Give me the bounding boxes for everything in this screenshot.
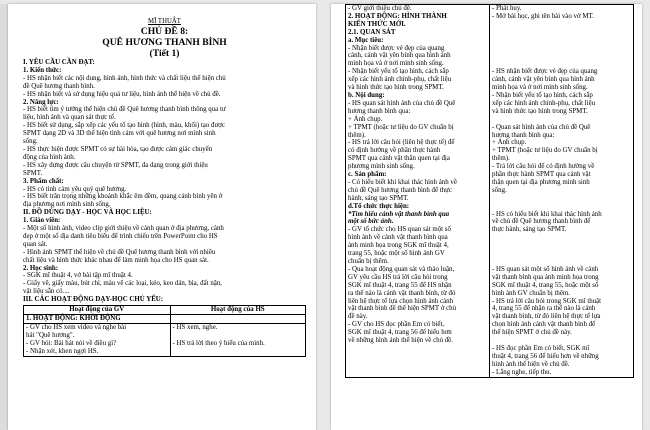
text-line: SPMT dạng 2D và 3D thể hiện tình cảm với quê hương nơi mình sinh (23, 130, 216, 138)
text-line: - Mở bài học, ghi tên bài vào vở MT. (492, 12, 594, 20)
document-page-1 (8, 4, 316, 430)
text-line: - Giấy vẽ, giấy màu, bút chì, màu vẽ các loại, kéo, keo dán, bìa, đất nặn, (23, 280, 222, 288)
period-label: (Tiết 1) (149, 48, 180, 59)
text-line: - HS đọc phần Em có biết, SGK mĩ (492, 344, 590, 352)
text-line: + Ảnh chụp. (492, 139, 527, 147)
text-line: liệu, hình ảnh và quan sát thực tế. (23, 114, 116, 122)
text-line: - Hình ảnh SPMT thể hiện về chủ đề Quê hương thanh bình với nhiều (23, 248, 216, 256)
text-line: SGK mĩ thuật 4, trang 56 để hiểu hơn (348, 329, 452, 337)
requirements-text (23, 59, 306, 304)
text-line: ra thể nào là cảnh vật thanh bình, từ đó (348, 289, 456, 297)
text-line: 3. Phẩm chất: (23, 177, 64, 185)
text-line (492, 116, 631, 124)
text-line: về chủ đề Quê hương thanh bình để (492, 218, 591, 226)
text-line: - GV cho HS xem video và nghe bài (26, 323, 127, 331)
text-line: GV yêu cầu HS trả lời câu hỏi trong (348, 273, 448, 281)
text-line: vật thanh bình, từ đó liên hệ thực tế lựa (492, 313, 601, 321)
text-line: có định hướng về phân thực hành (348, 147, 441, 155)
text-line: SPMT. (23, 169, 43, 177)
text-line: - Nhận biết được vẻ đẹp của quang (348, 44, 445, 52)
text-line: - GV giới thiệu chủ đề. (348, 5, 412, 12)
text-line: - Quan sát hình ảnh của chủ đề Quê (492, 123, 591, 131)
text-line: thêm). (492, 155, 510, 163)
text-line: cảnh, cảnh vật yên bình qua hình ảnh (348, 52, 451, 60)
text-line: và hình thức tạo hình trong SPMT. (348, 84, 444, 92)
text-line: - Lắng nghe, tiếp thu. (492, 368, 552, 376)
text-line: a. Mục tiêu: (348, 36, 384, 44)
text-line: 4, trang 55 để nhận ra thể nào là cảnh (492, 305, 596, 313)
text-line: SGK mĩ thuật 4, trang 55, hoặc một số (492, 281, 599, 289)
subject-label: MĨ THUẬT (148, 18, 181, 25)
activity-table (23, 305, 306, 356)
text-line: thực hành, sáng tạo SPMT. (492, 226, 567, 234)
text-line: SPMT qua cảnh vật thân quen tại địa (348, 155, 450, 163)
student-activities (170, 323, 306, 356)
text-line: phần thực hành SPMT qua cảnh vật (492, 171, 591, 179)
text-line: I. YÊU CẦU CẦN ĐẠT: (23, 59, 95, 66)
text-line: - HS biết tìm ý tưởng thể hiện chủ đề Quê hương thanh bình thông qua tư (23, 106, 226, 114)
text-line: - Nhận biết yếu tố tạo hình, cách sắp (492, 91, 593, 99)
text-line (492, 21, 631, 29)
text-line: - Nhận xét, khen ngợi HS. (26, 347, 99, 355)
text-line: - HS xem, nghe. (172, 323, 218, 331)
text-line: - HS quan sát một số hình ảnh về cảnh (492, 265, 599, 273)
text-line: hình ảnh về cảnh vật thanh bình qua (348, 234, 448, 242)
text-line: c. Sản phẩm: (348, 171, 387, 179)
text-line (492, 250, 631, 258)
text-line: thân quen tại địa phương mình sinh (492, 178, 590, 186)
teacher-activities (24, 323, 171, 356)
lesson-title: QUÊ HƯƠNG THANH BÌNH (102, 37, 227, 48)
text-line: II. ĐỒ DÙNG DẠY - HỌC VÀ HỌC LIỆU: (23, 209, 152, 217)
text-line (492, 203, 631, 211)
text-line: 2.1. QUAN SÁT (348, 28, 396, 36)
text-line: minh họa và ở nơi mình sinh sống. (348, 60, 444, 68)
text-line: hình ảnh GV chuẩn bị thêm. (492, 289, 570, 297)
text-line (492, 52, 631, 60)
text-line: - HS có tình cảm yêu quý quê hương. (23, 185, 127, 193)
text-line: ảnh minh họa trong SGK mĩ thuật 4, (348, 242, 449, 250)
text-line: vật thanh bình qua ảnh minh họa trong (492, 273, 599, 281)
text-line: III. CÁC HOẠT ĐỘNG DẠY-HỌC CHỦ YẾU: (23, 296, 164, 304)
text-line: sống. (23, 138, 38, 146)
document-page-2 (331, 4, 642, 430)
text-line: liên hệ thực tế lựa chọn hình ảnh cảnh (348, 297, 454, 305)
table-header-student: Hoạt động của HS (170, 306, 306, 315)
text-line: hương thanh bình qua: (348, 107, 411, 115)
text-line: hình ảnh thể hiện về chủ đề. (492, 360, 570, 368)
text-line: về những hình ảnh thể hiện về chủ đề. (348, 337, 453, 345)
text-line: - HS thực hiện được SPMT có sự hài hòa, tạo được cảm giác chuyển (23, 145, 213, 153)
text-line: đẹp ở một số địa danh tiêu biểu để trình chiếu trên PowerPoint cho HS (23, 232, 218, 240)
text-line: trang 55, hoặc một số hình ảnh GV (348, 250, 445, 258)
text-line: - HS nhận biết các nội dung, hình ảnh, hình thức và chất liệu thể hiện chủ (23, 74, 226, 82)
section-row-empty (170, 315, 306, 324)
text-line (492, 37, 631, 45)
text-line: d.Tổ chức thực hiện: (348, 202, 410, 210)
text-line (492, 234, 631, 242)
text-line: cảnh, cảnh vật yên bình qua hình ảnh (492, 76, 595, 84)
text-line: xếp các hình ảnh chính-phụ, chất liệu (492, 99, 596, 107)
text-line: - Có hiểu biết khi khai thác hình ảnh về (348, 178, 457, 186)
text-line: thuật 4, trang 56 để hiểu hơn về những (492, 352, 599, 360)
text-line: vật liệu sẵn có.... (23, 288, 70, 296)
text-line: đề Quê hương thanh bình. (23, 82, 95, 90)
text-line: và hình thức tạo hình trong SPMT. (492, 107, 588, 115)
text-line (492, 258, 631, 266)
text-line (492, 29, 631, 37)
text-line: - HS xây dựng được câu chuyện từ SPMT, đa dạng trong giới thiệu (23, 161, 208, 169)
text-line (173, 332, 304, 340)
text-line: - HS biết sử dụng, sắp xếp các yếu tố tạo hình (hình, màu, khối) tạo được (23, 122, 225, 130)
text-line: + Ảnh chụp. (348, 115, 383, 123)
student-activities-continued (490, 5, 634, 378)
text-line: 2. Năng lực: (23, 98, 59, 106)
topic-heading: CHỦ ĐỀ 8: (140, 26, 189, 37)
text-line: - GV hỏi: Bài hát nói về điều gì? (26, 339, 117, 347)
vertical-ruler (0, 4, 8, 430)
text-line: - Trả lời câu hỏi để có định hướng về (492, 163, 595, 171)
text-line: - HS nhận biết và sử dụng hiệu quả tư liệu, hình ảnh thể hiện về chủ đề. (23, 90, 221, 98)
text-line: - HS có hiểu biết khi khai thác hình ảnh (492, 210, 602, 218)
section-row-warmup: 1. HOẠT ĐỘNG: KHỞI ĐỘNG (24, 315, 171, 324)
text-line (492, 60, 631, 68)
text-line: - HS trả lời theo ý hiểu của mình. (172, 339, 265, 347)
text-line: minh họa và ở nơi mình sinh sống. (492, 84, 588, 92)
text-line (492, 45, 631, 53)
text-line: - HS quan sát hình ảnh của chủ đề Quê (348, 99, 456, 107)
text-line: - Nhận biết yếu tố tạo hình, cách sắp (348, 68, 449, 76)
text-line: b. Nội dung: (348, 91, 385, 99)
text-line (492, 195, 631, 203)
text-line: một số bức ảnh. (348, 218, 394, 226)
text-line: - GV cho HS đọc phần Em có biết, (348, 321, 445, 329)
text-line: thêm). (348, 131, 366, 139)
text-line: chọn hình ảnh cảnh vật thanh bình để (492, 321, 596, 329)
teacher-activities-continued (346, 5, 490, 378)
text-line: chuẩn bị thêm. (348, 258, 389, 265)
text-line (173, 348, 304, 356)
text-line: SGK mĩ thuật 4, trang 55 để HS nhận (348, 281, 452, 289)
text-line: - HS biết trân trọng những khoảnh khắc êm đềm, quang cảnh bình yên ở (23, 193, 223, 201)
text-line: thể hiện SPMT ở chủ đề này. (492, 329, 572, 337)
text-line: + TPMT (hoặc tư liệu do GV chuẩn bị (492, 147, 598, 155)
text-line: sống. (492, 186, 507, 194)
text-line: *Tìm hiểu cảnh vật thanh bình qua (348, 210, 450, 218)
text-line: - HS nhận biết được vẻ đẹp của quang (492, 68, 598, 76)
text-line: - HS trả lời câu hỏi (liên hệ thực tế) để (348, 139, 455, 147)
text-line: hành, sáng tạo SPMT. (348, 194, 409, 202)
text-line: - Qua hoạt động quan sát và thảo luận, (348, 265, 455, 273)
text-line: chủ đề Quê hương thanh bình để thực (348, 186, 452, 194)
text-line (492, 242, 631, 250)
text-line: đề này. (348, 313, 368, 321)
text-line: vật thanh bình để thể hiện SPMT ở chủ (348, 305, 457, 313)
text-line: 2. HOẠT ĐỘNG: HÌNH THÀNH (348, 12, 447, 20)
text-line: - Phát huy. (492, 5, 522, 12)
text-line: chất liệu và hình thức khác nhau để làm minh họa cho HS quan sát. (23, 256, 209, 264)
text-line: - HS trả lời câu hỏi trong SGK mĩ thuật (492, 297, 602, 305)
text-line: xếp các hình ảnh chính-phụ, chất liệu (348, 76, 452, 84)
text-line: hương thanh bình qua: (492, 131, 555, 139)
text-line: + TPMT (hoặc tư liệu do GV chuẩn bị (348, 123, 454, 131)
text-line: quan sát. (23, 240, 48, 248)
text-line: 1. Giáo viên: (23, 217, 61, 225)
text-line: phương mình sinh sống. (348, 163, 415, 171)
text-line: hát "Quê hương". (26, 331, 75, 339)
text-line (492, 337, 631, 345)
table-header-teacher: Hoạt động của GV (24, 306, 171, 315)
text-line: - SGK mĩ thuật 4, vở bài tập mĩ thuật 4. (23, 272, 133, 280)
text-line: KIẾN THỨC MỚI. (348, 20, 406, 28)
text-line: địa phương nơi mình sinh sống. (23, 201, 111, 209)
text-line: 1. Kiến thức: (23, 66, 62, 74)
text-line: - GV tổ chức cho HS quan sát một số (348, 226, 451, 234)
text-line: - Một số hình ảnh, video clip giới thiệu về cảnh quan ở địa phương, cảnh (23, 225, 224, 233)
page-1-content (23, 18, 306, 357)
text-line: 2. Học sinh: (23, 264, 59, 272)
text-line: động của hình ảnh. (23, 153, 76, 161)
activity-table-continued (345, 4, 634, 378)
